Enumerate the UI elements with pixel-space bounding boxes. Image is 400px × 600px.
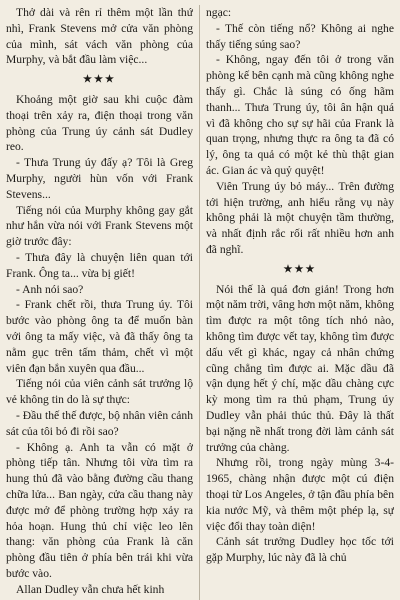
- text-columns: [6, 5, 394, 600]
- paragraph: - Thế còn tiếng nổ? Không ai nghe thấy tiếng súng sao?: [206, 21, 394, 51]
- paragraph: - Thưa Trung úy đấy ạ? Tôi là Greg Murphy, người hùn vốn với Frank Stevens...: [6, 156, 193, 201]
- paragraph: Nhưng rồi, trong ngày mùng 3-4-1965, chàng nhận được một cú điện thoại từ Los Angeles, ở tận đầu phía bên kia nước Mỹ, và thêm một phép lạ, sự việc đổi thay toàn diện!: [206, 456, 394, 533]
- paragraph: Nói thế là quá đơn giản! Trong hơn một năm trời, vâng hơn một năm, không tìm được ra một tông tích nhỏ nào, không tìm được vết tay, không tìm được dấu vết gì khác, ngay cả nhân chứng cũng chẳng tìm được ai. Mặc dầu đã vận dụng hết ý chí, mặc dầu chàng cực kỳ mong tìm ra thủ phạm, Trung úy Dudley vẫn phải thúc thủ. Đây là thất bại nặng nề nhất trong đời làm cảnh sát trưởng của chàng.: [206, 282, 394, 454]
- section-break: ★★★: [283, 263, 317, 275]
- paragraph: - Đầu thế thế được, bộ nhân viên cảnh sát của tôi bỏ đi rồi sao?: [6, 408, 193, 438]
- paragraph: Tiếng nói của viên cảnh sát trưởng lộ vẻ không tin do là sự thực:: [6, 377, 193, 407]
- paragraph: Cảnh sát trưởng Dudley học tốc tới gặp Murphy, lúc này đã là chủ: [206, 535, 394, 565]
- paragraph: - Frank chết rồi, thưa Trung úy. Tôi bước vào phòng ông ta để muốn bàn với ông ta mấy việc, và đã thấy ông ta nằm gục trên tấm thảm, chết vì một viên đạn bắn xuyên qua đầu...: [6, 298, 193, 375]
- paragraph: Tiếng nói của Murphy không gay gắt như hắn vừa nói với Frank Stevens một giờ trước đây:: [6, 203, 193, 249]
- paragraph: - Thưa đây là chuyện liên quan tới Frank. Ông ta... vừa bị giết!: [6, 250, 193, 280]
- left-column: [6, 5, 193, 600]
- section-break: ★★★: [83, 74, 116, 86]
- right-column: [206, 5, 394, 600]
- paragraph: - Anh nói sao?: [16, 282, 84, 296]
- paragraph: Viên Trung úy bỏ máy... Trên đường tới hiện trường, anh hiểu rằng vụ này không phải là một chuyện tầm thường, và nhất định rắc rối rất nhiều hơn anh đã nghĩ.: [206, 179, 394, 256]
- column-divider: [199, 5, 200, 600]
- paragraph: Khoảng một giờ sau khi cuộc đàm thoại trên xảy ra, điện thoại trong văn phòng của Trung úy cảnh sát Dudley reo.: [6, 92, 193, 154]
- paragraph: - Không, ngay đến tôi ở trong văn phòng kế bên cạnh mà cũng không nghe thấy gì. Chắc là súng có ống hãm thanh... Thưa Trung úy, tôi ân hận quá vì đã không cho sự sự hãi của Frank là quan trọng, nhưng thực ra ông ta đã có lý, ông ta quả có một kẻ thù thật gian ác. Gian ác và quỷ quyệt!: [206, 53, 394, 177]
- paragraph: Allan Dudley vẫn chưa hết kinh: [16, 582, 165, 596]
- paragraph: - Không ạ. Anh ta vẫn có mặt ở phòng tiếp tân. Nhưng tôi vừa tìm ra hung thủ đã vào bằng đường cầu thang chữa lửa... Ban ngày, cửa cầu thang này được mở để phòng trường hợp xảy ra hỏa hoạn. Hung thủ chỉ việc leo lên thang: văn phòng của Frank là căn phòng đầu tiên ở phía bên trái khi vừa bước vào.: [6, 440, 193, 580]
- paragraph: Thở dài và rên rỉ thêm một lần thứ nhì, Frank Stevens mở cửa văn phòng của mình, sát vách văn phòng của Murphy, và bắt đầu làm việc...: [6, 6, 193, 67]
- paragraph: ngạc:: [206, 6, 232, 19]
